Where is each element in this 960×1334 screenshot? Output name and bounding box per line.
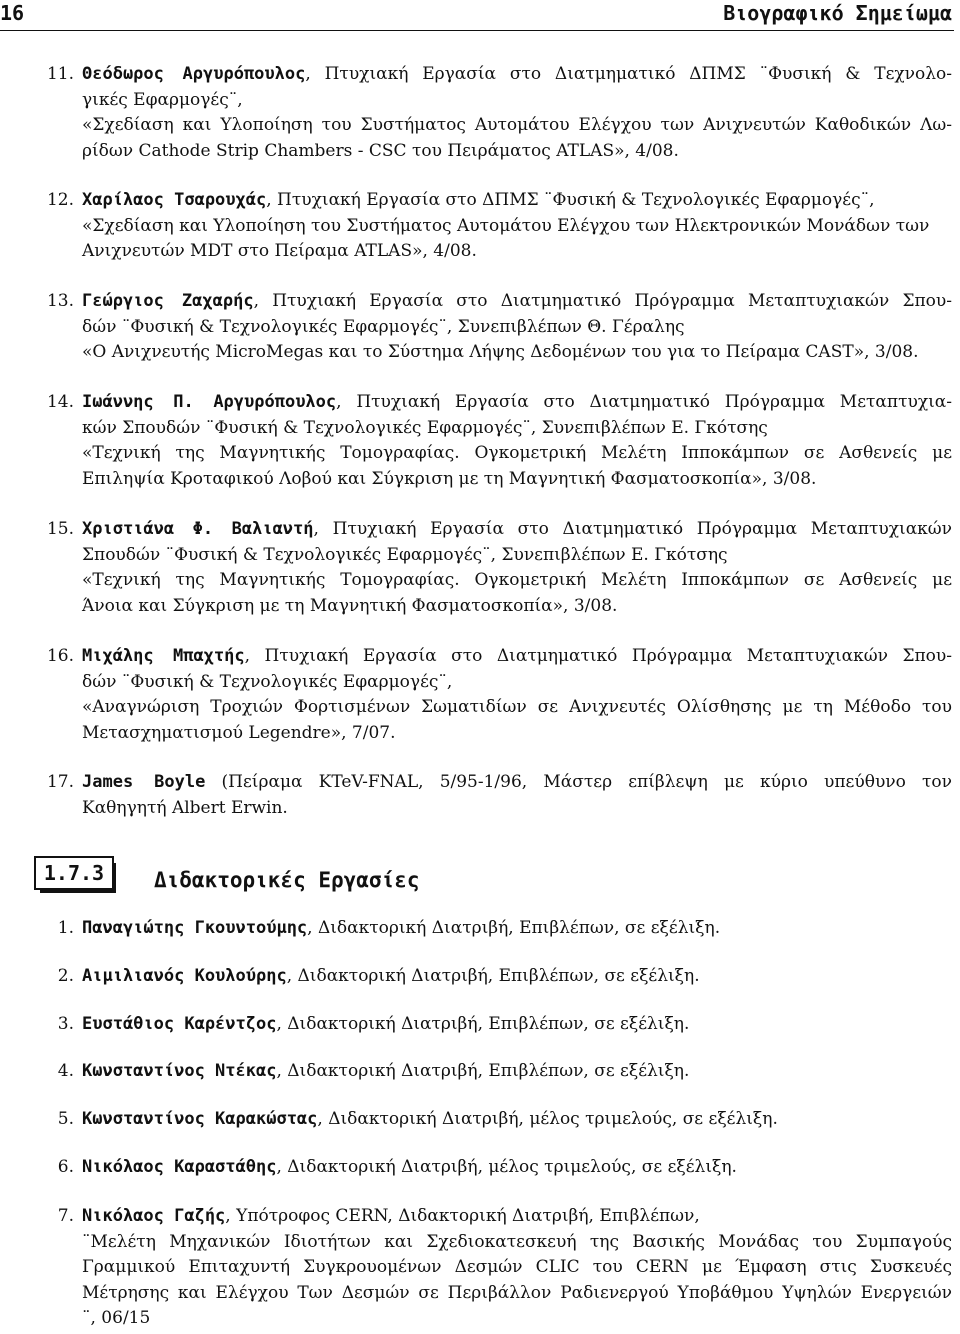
entry-number: 1.: [57, 918, 74, 938]
student-name: James Boyle: [82, 772, 206, 792]
entry-line: Ιωάννης Π. Αργυρόπουλος, Πτυχιακή Εργασία στο Διατμηματικό Πρόγραμμα Μεταπτυχια-: [82, 392, 953, 412]
entry-line: «Αναγνώριση Τροχιών Φορτισμένων Σωματιδίων σε Ανιχνευτές Ολίσθησης με τη Μέθοδο του: [82, 697, 952, 717]
section-title: Διδακτορικές Εργασίες: [154, 868, 420, 892]
doctoral-entry-4: [57, 1059, 952, 1085]
student-name: Ευστάθιος Καρέντζος: [82, 1014, 277, 1034]
entry-line: ρίδων Cathode Strip Chambers - CSC του Πειράματος ATLAS», 4/08.: [82, 140, 679, 161]
entry-line: Νικόλαος Καραστάθης, Διδακτορική Διατριβή, μέλος τριμελούς, σε εξέλιξη.: [82, 1157, 737, 1177]
student-name: Θεόδωρος Αργυρόπουλος: [82, 64, 306, 84]
entry-line: Κωνσταντίνος Ντέκας, Διδακτορική Διατριβή, Επιβλέπων, σε εξέλιξη.: [82, 1061, 690, 1081]
entry-line: Μέτρησης και Ελέγχου Των Δεσμών σε Περιβάλλον Ραδιενεργού Υποβάθμου Υψηλών Ενεργειών: [82, 1282, 952, 1303]
doctoral-entry-6: [57, 1155, 952, 1181]
entry-number: 12.: [46, 190, 74, 210]
thesis-entry-13: [46, 289, 952, 366]
entry-line: Παναγιώτης Γκουντούμης, Διδακτορική Διατριβή, Επιβλέπων, σε εξέλιξη.: [82, 918, 721, 938]
entry-number: 14.: [46, 392, 74, 412]
entry-line: Αιμιλιανός Κουλούρης, Διδακτορική Διατριβή, Επιβλέπων, σε εξέλιξη.: [82, 966, 700, 986]
entry-number: 3.: [57, 1014, 74, 1034]
entry-line: Μιχάλης Μπαχτής, Πτυχιακή Εργασία στο Διατμηματικό Πρόγραμμα Μεταπτυχιακών Σπου-: [82, 646, 952, 666]
entry-line: «Σχεδίαση και Υλοποίηση του Συστήματος Αυτομάτου Ελέγχου των Ανιχνευτών Καθοδικών Λω-: [82, 115, 952, 135]
entry-number: 11.: [46, 64, 74, 84]
entry-line: δών ¨Φυσική & Τεχνολογικές Εφαρμογές¨, Συνεπιβλέπων Θ. Γέραλης: [82, 316, 685, 337]
entry-line: Μετασχηματισμού Legendre», 7/07.: [82, 722, 396, 743]
entry-line: «Ο Ανιχνευτής MicroMegas και το Σύστημα Λήψης Δεδομένων του για το Πείραμα CAST», 3/08.: [82, 342, 919, 362]
student-name: Παναγιώτης Γκουντούμης: [82, 918, 308, 938]
entry-number: 16.: [46, 646, 74, 666]
entry-line: Άνοια και Σύγκριση με τη Μαγνητική Φασματοσκοπία», 3/08.: [82, 595, 618, 616]
entry-line: Σπουδών ¨Φυσική & Τεχνολογικές Εφαρμογές¨, Συνεπιβλέπων Ε. Γκότσης: [82, 544, 728, 565]
doctoral-entry-5: [57, 1107, 952, 1133]
student-name: Νικόλαος Καραστάθης: [82, 1157, 277, 1177]
running-title: Βιογραφικό Σημείωμα: [723, 1, 952, 25]
entry-line: δών ¨Φυσική & Τεχνολογικές Εφαρμογές¨,: [82, 671, 453, 692]
student-name: Νικόλαος Γαζής: [82, 1206, 226, 1226]
entry-line: ¨, 06/15: [82, 1308, 151, 1328]
student-name: Κωνσταντίνος Καρακώστας: [82, 1109, 318, 1129]
thesis-entry-17: [46, 770, 952, 821]
entry-line: Γραμμικού Επιταχυντή Συγκρουομένων Δεσμών CLIC του CERN με Έμφαση στις Συσκευές: [82, 1257, 952, 1277]
doctoral-entry-1: [57, 916, 952, 942]
student-name: Αιμιλιανός Κουλούρης: [82, 966, 287, 986]
doctoral-entry-7: [57, 1204, 952, 1332]
entry-line: Ευστάθιος Καρέντζος, Διδακτορική Διατριβή, Επιβλέπων, σε εξέλιξη.: [82, 1014, 690, 1034]
section-heading: [34, 856, 634, 896]
entry-number: 15.: [46, 519, 74, 539]
thesis-entry-14: [46, 390, 953, 492]
student-name: Μιχάλης Μπαχτής: [82, 646, 245, 666]
entry-number: 4.: [57, 1061, 74, 1081]
thesis-entry-11: [46, 62, 953, 164]
section-number: 1.7.3: [34, 856, 114, 890]
entry-line: Ανιχνευτών MDT στο Πείραμα ATLAS», 4/08.: [82, 241, 477, 261]
doctoral-entry-2: [57, 964, 952, 990]
entry-number: 5.: [57, 1109, 74, 1129]
entry-line: Θεόδωρος Αργυρόπουλος, Πτυχιακή Εργασία στο Διατμηματικό ΔΠΜΣ ¨Φυσική & Τεχνολο-: [82, 64, 953, 84]
entry-number: 6.: [57, 1157, 74, 1177]
entry-line: Επιληψία Κροταφικού Λοβού και Σύγκριση με τη Μαγνητική Φασματοσκοπία», 3/08.: [82, 468, 817, 489]
entry-line: «Σχεδίαση και Υλοποίηση του Συστήματος Αυτομάτου Ελέγχου των Ηλεκτρονικών Μονάδων των: [82, 215, 930, 236]
student-name: Χαρίλαος Τσαρουχάς: [82, 190, 267, 210]
doctoral-entry-3: [57, 1012, 952, 1038]
entry-number: 7.: [57, 1206, 74, 1226]
entry-line: γικές Εφαρμογές¨,: [82, 89, 243, 110]
student-name: Ιωάννης Π. Αργυρόπουλος: [82, 392, 337, 412]
page-header: [0, 0, 954, 31]
entry-line: ¨Μελέτη Μηχανικών Ιδιοτήτων και Σχεδιοκατεσκευή της Βασικής Μονάδας του Συμπαγούς: [82, 1231, 952, 1252]
thesis-entry-15: [46, 517, 952, 619]
entry-line: «Τεχνική της Μαγνητικής Τομογραφίας. Ογκομετρική Μελέτη Ιπποκάμπων σε Ασθενείς με: [82, 443, 952, 463]
entry-line: Νικόλαος Γαζής, Υπότροφος CERN, Διδακτορική Διατριβή, Επιβλέπων,: [82, 1206, 700, 1226]
entry-line: James Boyle (Πείραμα KTeV-FNAL, 5/95-1/96, Μάστερ επίβλεψη με κύριο υπεύθυνο τον: [82, 772, 952, 792]
student-name: Χριστιάνα Φ. Βαλιαντή: [82, 519, 314, 539]
entry-number: 17.: [46, 772, 74, 792]
entry-line: Χαρίλαος Τσαρουχάς, Πτυχιακή Εργασία στο ΔΠΜΣ ¨Φυσική & Τεχνολογικές Εφαρμογές¨,: [82, 190, 875, 210]
entry-number: 2.: [57, 966, 74, 986]
entry-line: κών Σπουδών ¨Φυσική & Τεχνολογικές Εφαρμογές¨, Συνεπιβλέπων Ε. Γκότσης: [82, 417, 768, 438]
thesis-entry-12: [46, 188, 952, 265]
thesis-entry-16: [46, 644, 952, 746]
entry-line: Κωνσταντίνος Καρακώστας, Διδακτορική Διατριβή, μέλος τριμελούς, σε εξέλιξη.: [82, 1109, 778, 1129]
student-name: Γεώργιος Ζαχαρής: [82, 291, 254, 311]
page-number: 16: [0, 1, 25, 25]
entry-line: Χριστιάνα Φ. Βαλιαντή, Πτυχιακή Εργασία στο Διατμηματικό Πρόγραμμα Μεταπτυχιακών: [82, 519, 952, 539]
entry-number: 13.: [46, 291, 74, 311]
entry-line: «Τεχνική της Μαγνητικής Τομογραφίας. Ογκομετρική Μελέτη Ιπποκάμπων σε Ασθενείς με: [82, 570, 952, 590]
entry-line: Καθηγητή Albert Erwin.: [82, 797, 288, 818]
entry-line: Γεώργιος Ζαχαρής, Πτυχιακή Εργασία στο Διατμηματικό Πρόγραμμα Μεταπτυχιακών Σπου-: [82, 291, 952, 311]
student-name: Κωνσταντίνος Ντέκας: [82, 1061, 277, 1081]
